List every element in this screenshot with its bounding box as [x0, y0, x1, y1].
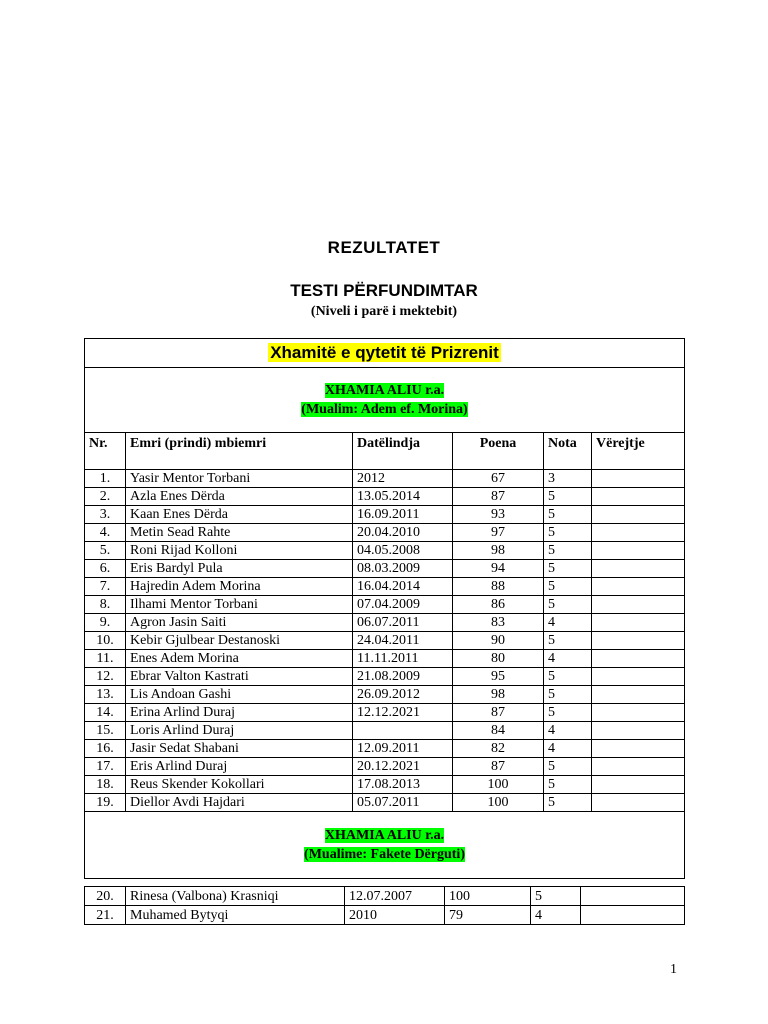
cell-remarks — [592, 650, 685, 668]
table-row — [85, 776, 685, 794]
cell-nr: 19. — [85, 794, 126, 812]
cell-grade: 5 — [544, 542, 592, 560]
cell-nr: 18. — [85, 776, 126, 794]
cell-dob: 12.07.2007 — [345, 887, 445, 906]
cell-dob: 20.12.2021 — [353, 758, 453, 776]
page-number: 1 — [670, 962, 677, 977]
cell-name: Muhamed Bytyqi — [126, 906, 345, 925]
cell-nr: 15. — [85, 722, 126, 740]
cell-nr: 20. — [85, 887, 126, 906]
cell-name: Kaan Enes Dërda — [126, 506, 353, 524]
mosque-heading-cell — [85, 339, 685, 368]
table-row — [85, 578, 685, 596]
cell-remarks — [592, 524, 685, 542]
cell-grade: 5 — [544, 524, 592, 542]
section2-mosque-name: XHAMIA ALIU r.a. — [324, 828, 445, 843]
cell-nr: 11. — [85, 650, 126, 668]
cell-grade: 4 — [531, 906, 581, 925]
cell-points: 98 — [453, 686, 544, 704]
cell-remarks — [592, 794, 685, 812]
cell-nr: 13. — [85, 686, 126, 704]
cell-points: 93 — [453, 506, 544, 524]
cell-points: 100 — [453, 776, 544, 794]
cell-points: 86 — [453, 596, 544, 614]
results-table — [84, 338, 685, 879]
cell-name: Kebir Gjulbear Destanoski — [126, 632, 353, 650]
header-points: Poena — [453, 433, 544, 470]
cell-grade: 5 — [544, 488, 592, 506]
table-row — [85, 596, 685, 614]
cell-remarks — [581, 887, 685, 906]
section2-heading-cell — [85, 812, 685, 879]
cell-grade: 5 — [544, 668, 592, 686]
cell-dob: 07.04.2009 — [353, 596, 453, 614]
cell-grade: 4 — [544, 650, 592, 668]
cell-dob: 08.03.2009 — [353, 560, 453, 578]
results-table-2 — [84, 886, 685, 925]
cell-remarks — [592, 722, 685, 740]
cell-dob: 12.09.2011 — [353, 740, 453, 758]
cell-points: 79 — [445, 906, 531, 925]
cell-grade: 5 — [544, 578, 592, 596]
cell-name: Ebrar Valton Kastrati — [126, 668, 353, 686]
cell-points: 88 — [453, 578, 544, 596]
cell-name: Eris Bardyl Pula — [126, 560, 353, 578]
cell-dob — [353, 722, 453, 740]
cell-dob: 21.08.2009 — [353, 668, 453, 686]
section-heading-cell — [85, 368, 685, 433]
cell-remarks — [592, 470, 685, 488]
cell-nr: 21. — [85, 906, 126, 925]
cell-grade: 4 — [544, 740, 592, 758]
cell-remarks — [592, 506, 685, 524]
cell-points: 90 — [453, 632, 544, 650]
cell-dob: 04.05.2008 — [353, 542, 453, 560]
section-teacher: (Mualim: Adem ef. Morina) — [301, 402, 468, 417]
cell-points: 82 — [453, 740, 544, 758]
table-row — [85, 560, 685, 578]
mosque-heading: Xhamitë e qytetit të Prizrenit — [270, 342, 499, 362]
cell-dob: 20.04.2010 — [353, 524, 453, 542]
section2-teacher: (Mualime: Fakete Dërguti) — [304, 847, 465, 862]
cell-points: 80 — [453, 650, 544, 668]
cell-nr: 5. — [85, 542, 126, 560]
cell-grade: 4 — [544, 722, 592, 740]
table-row — [85, 887, 685, 906]
cell-grade: 5 — [544, 686, 592, 704]
cell-nr: 8. — [85, 596, 126, 614]
cell-points: 67 — [453, 470, 544, 488]
cell-remarks — [592, 704, 685, 722]
header-name: Emri (prindi) mbiemri — [126, 433, 353, 470]
cell-grade: 5 — [544, 794, 592, 812]
cell-nr: 16. — [85, 740, 126, 758]
cell-nr: 7. — [85, 578, 126, 596]
cell-remarks — [592, 758, 685, 776]
cell-points: 97 — [453, 524, 544, 542]
cell-points: 87 — [453, 488, 544, 506]
cell-points: 83 — [453, 614, 544, 632]
cell-remarks — [592, 614, 685, 632]
table-row — [85, 470, 685, 488]
cell-points: 87 — [453, 758, 544, 776]
cell-remarks — [581, 906, 685, 925]
cell-nr: 12. — [85, 668, 126, 686]
cell-nr: 10. — [85, 632, 126, 650]
table-row — [85, 614, 685, 632]
cell-dob: 06.07.2011 — [353, 614, 453, 632]
cell-name: Lis Andoan Gashi — [126, 686, 353, 704]
cell-points: 94 — [453, 560, 544, 578]
cell-dob: 26.09.2012 — [353, 686, 453, 704]
cell-dob: 2010 — [345, 906, 445, 925]
cell-grade: 5 — [544, 506, 592, 524]
cell-nr: 14. — [85, 704, 126, 722]
cell-nr: 6. — [85, 560, 126, 578]
cell-remarks — [592, 578, 685, 596]
cell-nr: 9. — [85, 614, 126, 632]
cell-points: 100 — [453, 794, 544, 812]
cell-name: Roni Rijad Kolloni — [126, 542, 353, 560]
cell-name: Rinesa (Valbona) Krasniqi — [126, 887, 345, 906]
cell-name: Hajredin Adem Morina — [126, 578, 353, 596]
cell-nr: 4. — [85, 524, 126, 542]
cell-grade: 4 — [544, 614, 592, 632]
cell-dob: 12.12.2021 — [353, 704, 453, 722]
cell-points: 84 — [453, 722, 544, 740]
cell-remarks — [592, 776, 685, 794]
cell-remarks — [592, 596, 685, 614]
cell-nr: 3. — [85, 506, 126, 524]
cell-name: Eris Arlind Duraj — [126, 758, 353, 776]
header-grade: Nota — [544, 433, 592, 470]
cell-remarks — [592, 740, 685, 758]
cell-name: Reus Skender Kokollari — [126, 776, 353, 794]
cell-grade: 5 — [544, 776, 592, 794]
table-row — [85, 704, 685, 722]
cell-name: Diellor Avdi Hajdari — [126, 794, 353, 812]
cell-remarks — [592, 560, 685, 578]
cell-points: 95 — [453, 668, 544, 686]
cell-dob: 24.04.2011 — [353, 632, 453, 650]
cell-dob: 05.07.2011 — [353, 794, 453, 812]
cell-remarks — [592, 686, 685, 704]
document-subtitle: TESTI PËRFUNDIMTAR — [290, 281, 478, 300]
cell-name: Jasir Sedat Shabani — [126, 740, 353, 758]
cell-grade: 5 — [531, 887, 581, 906]
cell-dob: 16.04.2014 — [353, 578, 453, 596]
cell-grade: 5 — [544, 560, 592, 578]
cell-points: 98 — [453, 542, 544, 560]
cell-nr: 17. — [85, 758, 126, 776]
cell-dob: 17.08.2013 — [353, 776, 453, 794]
cell-dob: 11.11.2011 — [353, 650, 453, 668]
cell-dob: 2012 — [353, 470, 453, 488]
table-row — [85, 740, 685, 758]
cell-dob: 16.09.2011 — [353, 506, 453, 524]
cell-grade: 3 — [544, 470, 592, 488]
cell-points: 87 — [453, 704, 544, 722]
table-row — [85, 668, 685, 686]
table-row — [85, 686, 685, 704]
table-row — [85, 488, 685, 506]
cell-name: Agron Jasin Saiti — [126, 614, 353, 632]
table-row — [85, 524, 685, 542]
cell-name: Azla Enes Dërda — [126, 488, 353, 506]
cell-nr: 1. — [85, 470, 126, 488]
table-row — [85, 632, 685, 650]
table-row — [85, 758, 685, 776]
header-dob: Datëlindja — [353, 433, 453, 470]
cell-name: Erina Arlind Duraj — [126, 704, 353, 722]
table-row — [85, 794, 685, 812]
cell-dob: 13.05.2014 — [353, 488, 453, 506]
cell-name: Metin Sead Rahte — [126, 524, 353, 542]
cell-nr: 2. — [85, 488, 126, 506]
cell-grade: 5 — [544, 758, 592, 776]
table-row — [85, 722, 685, 740]
cell-remarks — [592, 542, 685, 560]
cell-name: Loris Arlind Duraj — [126, 722, 353, 740]
table-row — [85, 650, 685, 668]
cell-remarks — [592, 632, 685, 650]
header-nr: Nr. — [85, 433, 126, 470]
cell-name: Yasir Mentor Torbani — [126, 470, 353, 488]
document-note: (Niveli i parë i mektebit) — [310, 304, 458, 319]
table-row — [85, 506, 685, 524]
cell-grade: 5 — [544, 596, 592, 614]
cell-grade: 5 — [544, 632, 592, 650]
cell-remarks — [592, 668, 685, 686]
cell-remarks — [592, 488, 685, 506]
table-header-row — [85, 433, 685, 470]
document-title: REZULTATET — [327, 238, 441, 257]
cell-name: Enes Adem Morina — [126, 650, 353, 668]
cell-grade: 5 — [544, 704, 592, 722]
table-row — [85, 542, 685, 560]
section-mosque-name: XHAMIA ALIU r.a. — [324, 383, 445, 398]
cell-name: Ilhami Mentor Torbani — [126, 596, 353, 614]
cell-points: 100 — [445, 887, 531, 906]
header-remarks: Vërejtje — [592, 433, 685, 470]
table-row — [85, 906, 685, 925]
